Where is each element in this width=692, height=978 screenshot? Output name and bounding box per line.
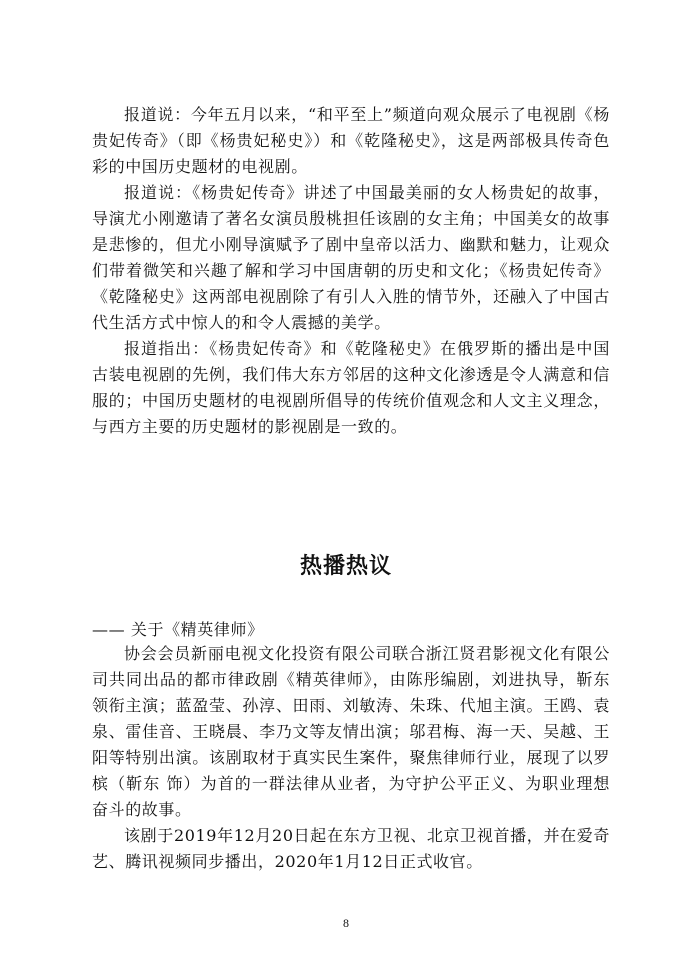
section-subtitle: —— 关于《精英律师》 <box>92 620 264 639</box>
drama-section <box>92 641 610 875</box>
report-paragraph-3: 报道指出：《杨贵妃传奇》和《乾隆秘史》在俄罗斯的播出是中国古装电视剧的先例，我们伟大东方邻居的这种文化渗透是令人满意和信服的；中国历史题材的电视剧所倡导的传统价值观念和人文主义理念，与西方主要的历史题材的影视剧是一致的。 <box>92 339 610 436</box>
drama-paragraph-1: 协会会员新丽电视文化投资有限公司联合浙江贤君影视文化有限公司共同出品的都市律政剧《精英律师》，由陈彤编剧，刘进执导，靳东领衔主演；蓝盈莹、孙淳、田雨、刘敏涛、朱珠、代旭主演。王鸥、袁泉、雷佳音、王晓晨、李乃文等友情出演；邬君梅、海一天、吴越、王阳等特别出演。该剧取材于真实民生案件，聚焦律师行业，展现了以罗槟（靳东 饰）为首的一群法律从业者，为守护公平正义、为职业理想奋斗的故事。 <box>92 644 610 819</box>
report-section <box>92 102 610 440</box>
drama-paragraph-2: 该剧于2019年12月20日起在东方卫视、北京卫视首播，并在爱奇艺、腾讯视频同步播出，2020年1月12日正式收官。 <box>92 826 610 871</box>
section-heading: 热播热议 <box>299 554 392 579</box>
page-number: 8 <box>343 916 349 930</box>
report-paragraph-1: 报道说：今年五月以来，“和平至上”频道向观众展示了电视剧《杨贵妃传奇》（即《杨贵妃秘史》）和《乾隆秘史》，这是两部极具传奇色彩的中国历史题材的电视剧。 <box>92 105 610 176</box>
report-paragraph-2: 报道说：《杨贵妃传奇》讲述了中国最美丽的女人杨贵妃的故事，导演尤小刚邀请了著名女演员殷桃担任该剧的女主角；中国美女的故事是悲惨的，但尤小刚导演赋予了剧中皇帝以活力、幽默和魅力，让观众们带着微笑和兴趣了解和学习中国唐朝的历史和文化；《杨贵妃传奇》《乾隆秘史》这两部电视剧除了有引人入胜的情节外，还融入了中国古代生活方式中惊人的和令人震撼的美学。 <box>92 183 610 332</box>
